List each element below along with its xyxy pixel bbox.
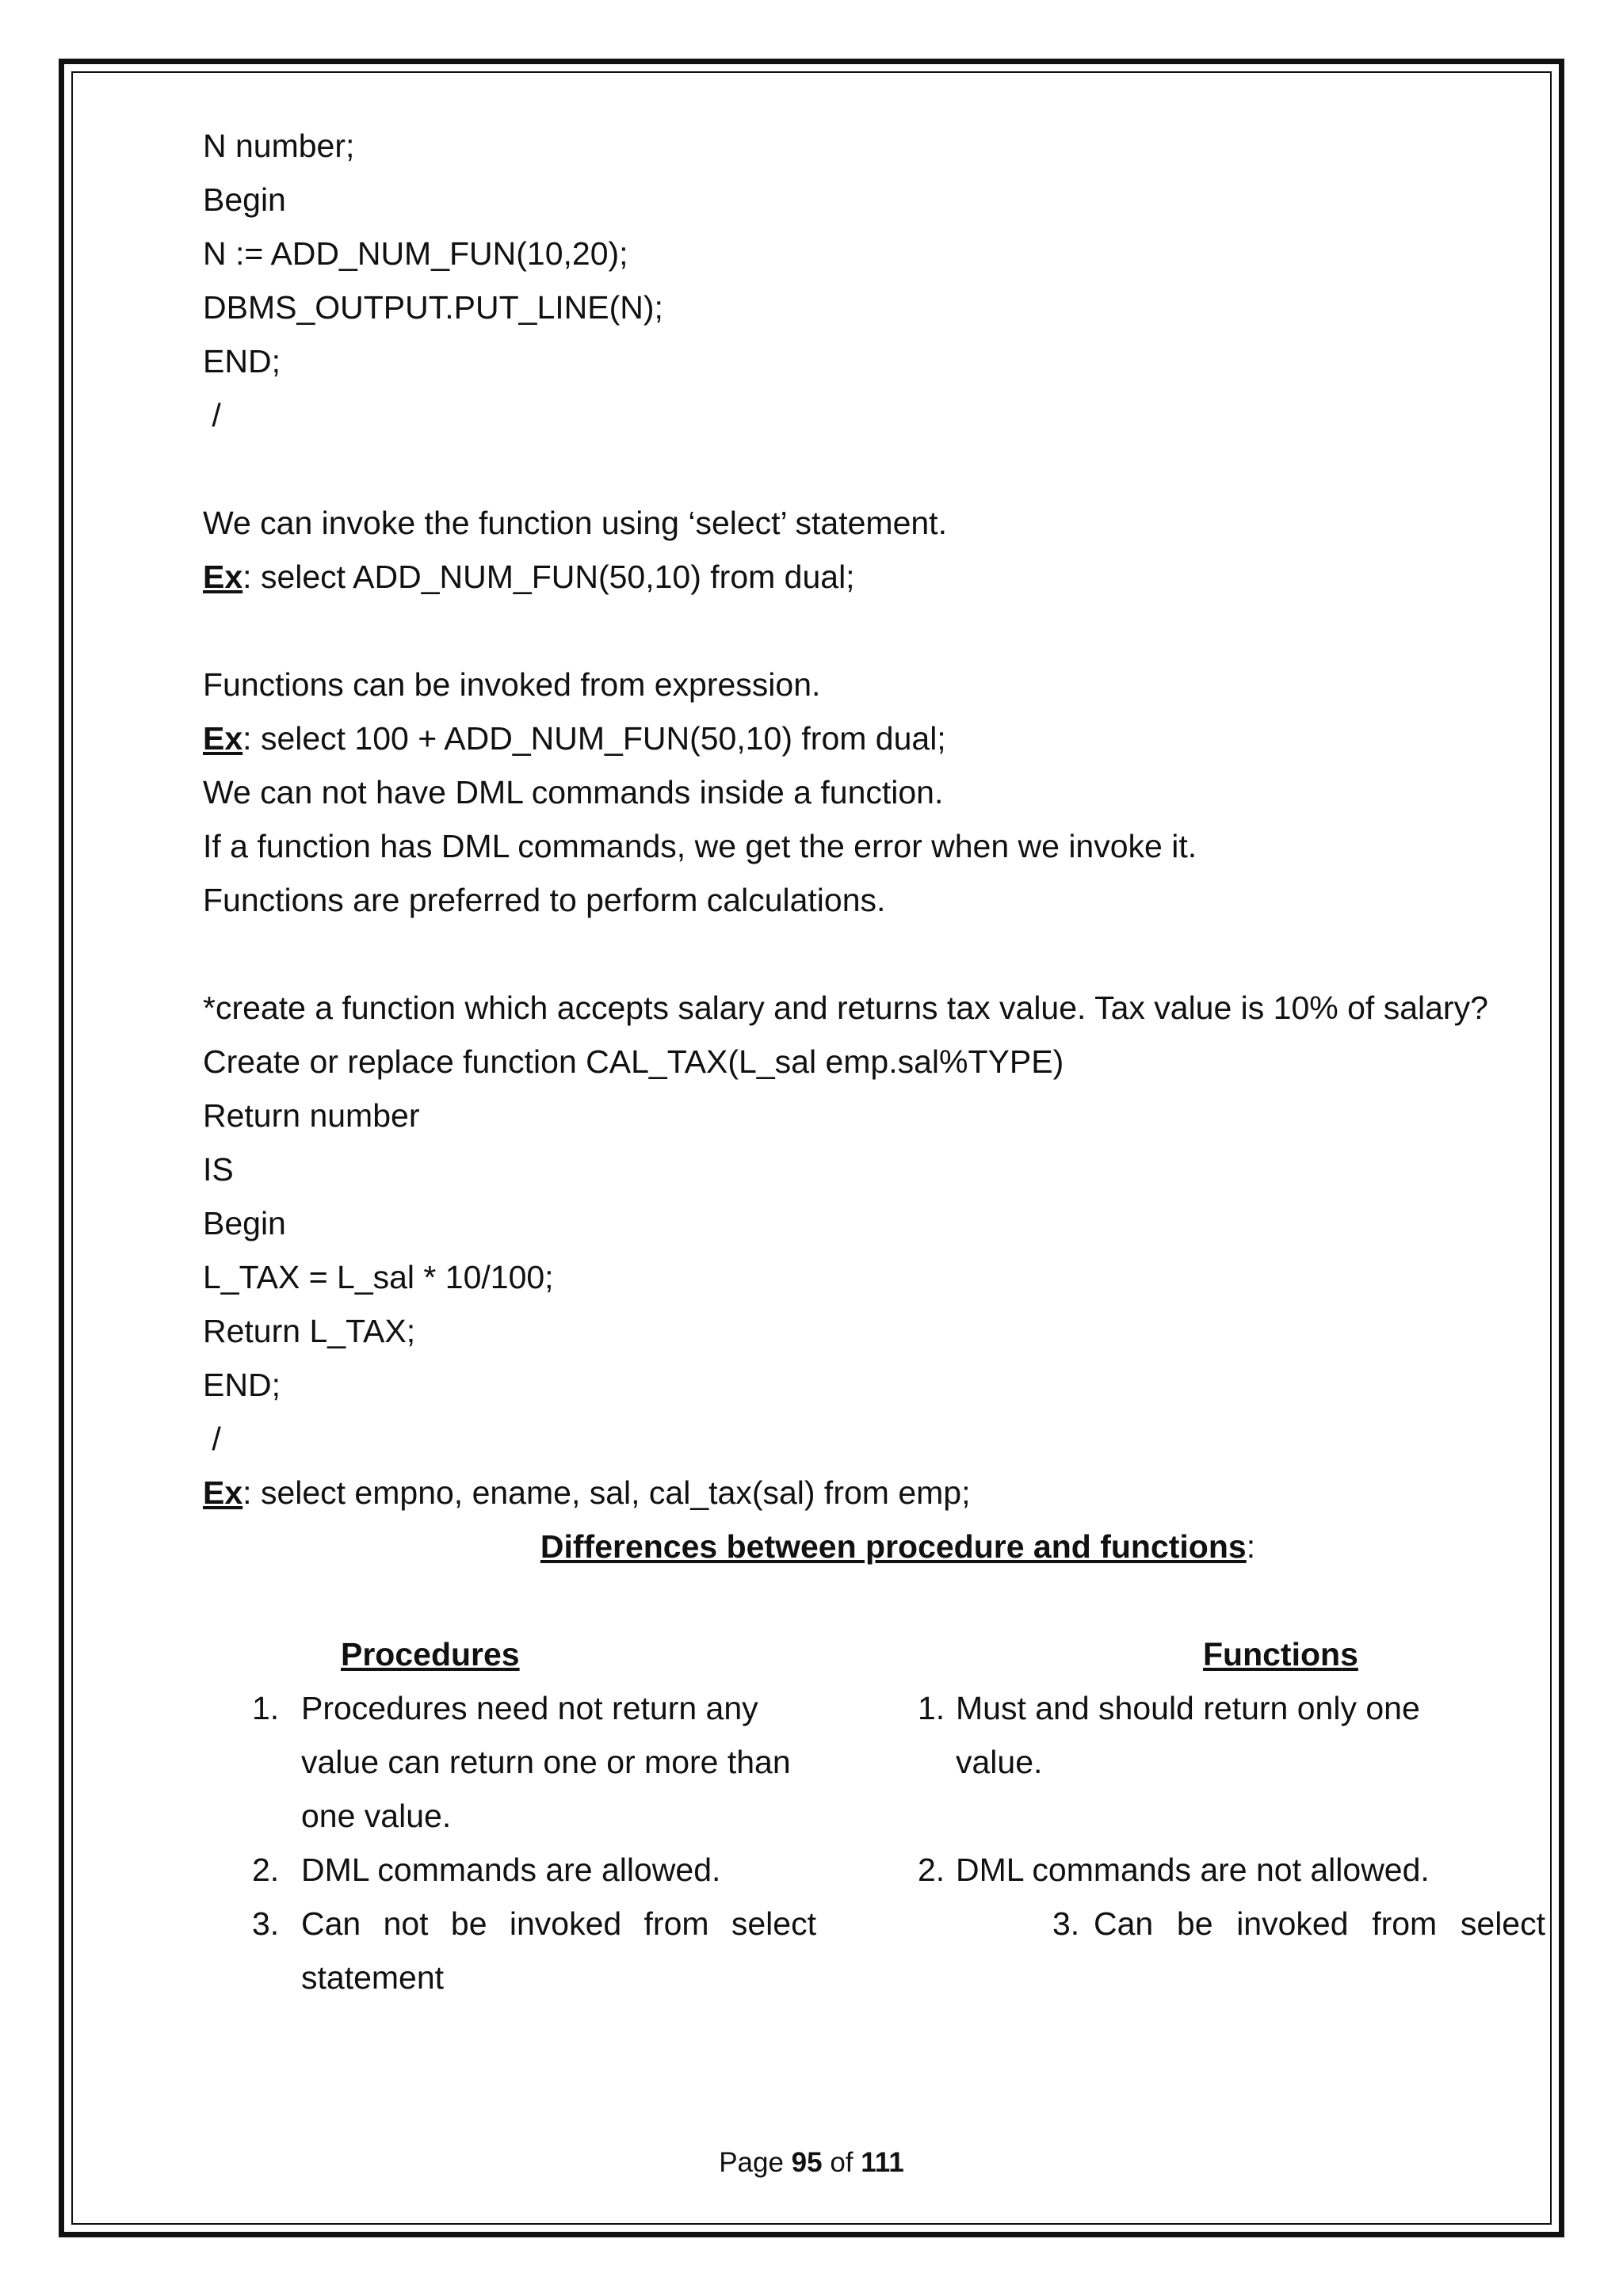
code-line: /: [203, 1421, 221, 1457]
code-line: Create or replace function CAL_TAX(L_sal emp.sal%TYPE): [203, 1043, 1064, 1080]
ex-text: : select 100 + ADD_NUM_FUN(50,10) from dual;: [242, 720, 946, 757]
list-text: Can be invoked from select: [1094, 1905, 1545, 1942]
code-line: Return number: [203, 1097, 420, 1134]
page-footer: [0, 2144, 1623, 2182]
section-heading-text: Differences between procedure and functions: [540, 1528, 1247, 1565]
code-line: Begin: [203, 1205, 286, 1241]
list-number: 2.: [918, 1852, 945, 1888]
paragraph: Functions can be invoked from expression.: [203, 666, 821, 703]
code-line: IS: [203, 1151, 234, 1188]
list-text: one value.: [301, 1798, 452, 1834]
list-text: Procedures need not return any: [301, 1690, 758, 1726]
list-text: value.: [956, 1744, 1043, 1780]
page-content: [203, 119, 1545, 2023]
list-number: 2.: [252, 1852, 280, 1888]
question-paragraph: *create a function which accepts salary and returns tax value. Tax value is 10% of salary?: [203, 990, 1488, 1026]
code-line: Begin: [203, 181, 286, 218]
list-number: 1.: [918, 1690, 945, 1726]
comparison-columns: [203, 1627, 1545, 2023]
example-line: [203, 711, 1545, 765]
list-number: 3.: [252, 1905, 280, 1942]
list-number: 1.: [252, 1690, 280, 1726]
code-line: L_TAX = L_sal * 10/100;: [203, 1259, 554, 1295]
list-number: 3.: [1052, 1905, 1080, 1942]
footer-total-pages: 111: [861, 2147, 904, 2178]
code-line: Return L_TAX;: [203, 1313, 416, 1349]
example-line: [203, 1466, 1545, 1520]
list-text: DML commands are allowed.: [301, 1852, 721, 1888]
list-text: value can return one or more than: [301, 1744, 791, 1780]
footer-middle: of: [822, 2147, 861, 2178]
ex-label: Ex: [203, 1474, 243, 1511]
ex-text: : select empno, ename, sal, cal_tax(sal) from emp;: [242, 1474, 971, 1511]
code-line: END;: [203, 343, 281, 379]
ex-text: : select ADD_NUM_FUN(50,10) from dual;: [242, 559, 855, 595]
list-text: Must and should return only one: [956, 1690, 1420, 1726]
code-line: N := ADD_NUM_FUN(10,20);: [203, 235, 628, 272]
paragraph: We can not have DML commands inside a function.: [203, 774, 944, 810]
list-text: DML commands are not allowed.: [956, 1852, 1430, 1888]
paragraph: If a function has DML commands, we get the error when we invoke it.: [203, 828, 1197, 864]
example-line: [203, 550, 1545, 604]
list-text: statement: [301, 1959, 445, 1996]
list-text: Can not be invoked from select: [301, 1905, 816, 1942]
section-heading: [203, 1520, 1545, 1573]
code-line: DBMS_OUTPUT.PUT_LINE(N);: [203, 289, 663, 326]
paragraph: We can invoke the function using ‘select’ statement.: [203, 505, 947, 541]
footer-prefix: Page: [719, 2147, 792, 2178]
procedures-header: Procedures: [341, 1636, 520, 1672]
functions-header: Functions: [1203, 1636, 1358, 1672]
ex-label: Ex: [203, 720, 243, 757]
ex-label: Ex: [203, 559, 243, 595]
code-line: /: [203, 397, 221, 433]
section-heading-suffix: :: [1246, 1528, 1256, 1565]
code-line: END;: [203, 1367, 281, 1403]
paragraph: Functions are preferred to perform calculations.: [203, 882, 886, 918]
code-line: N number;: [203, 128, 355, 164]
footer-current-page: 95: [791, 2147, 823, 2178]
